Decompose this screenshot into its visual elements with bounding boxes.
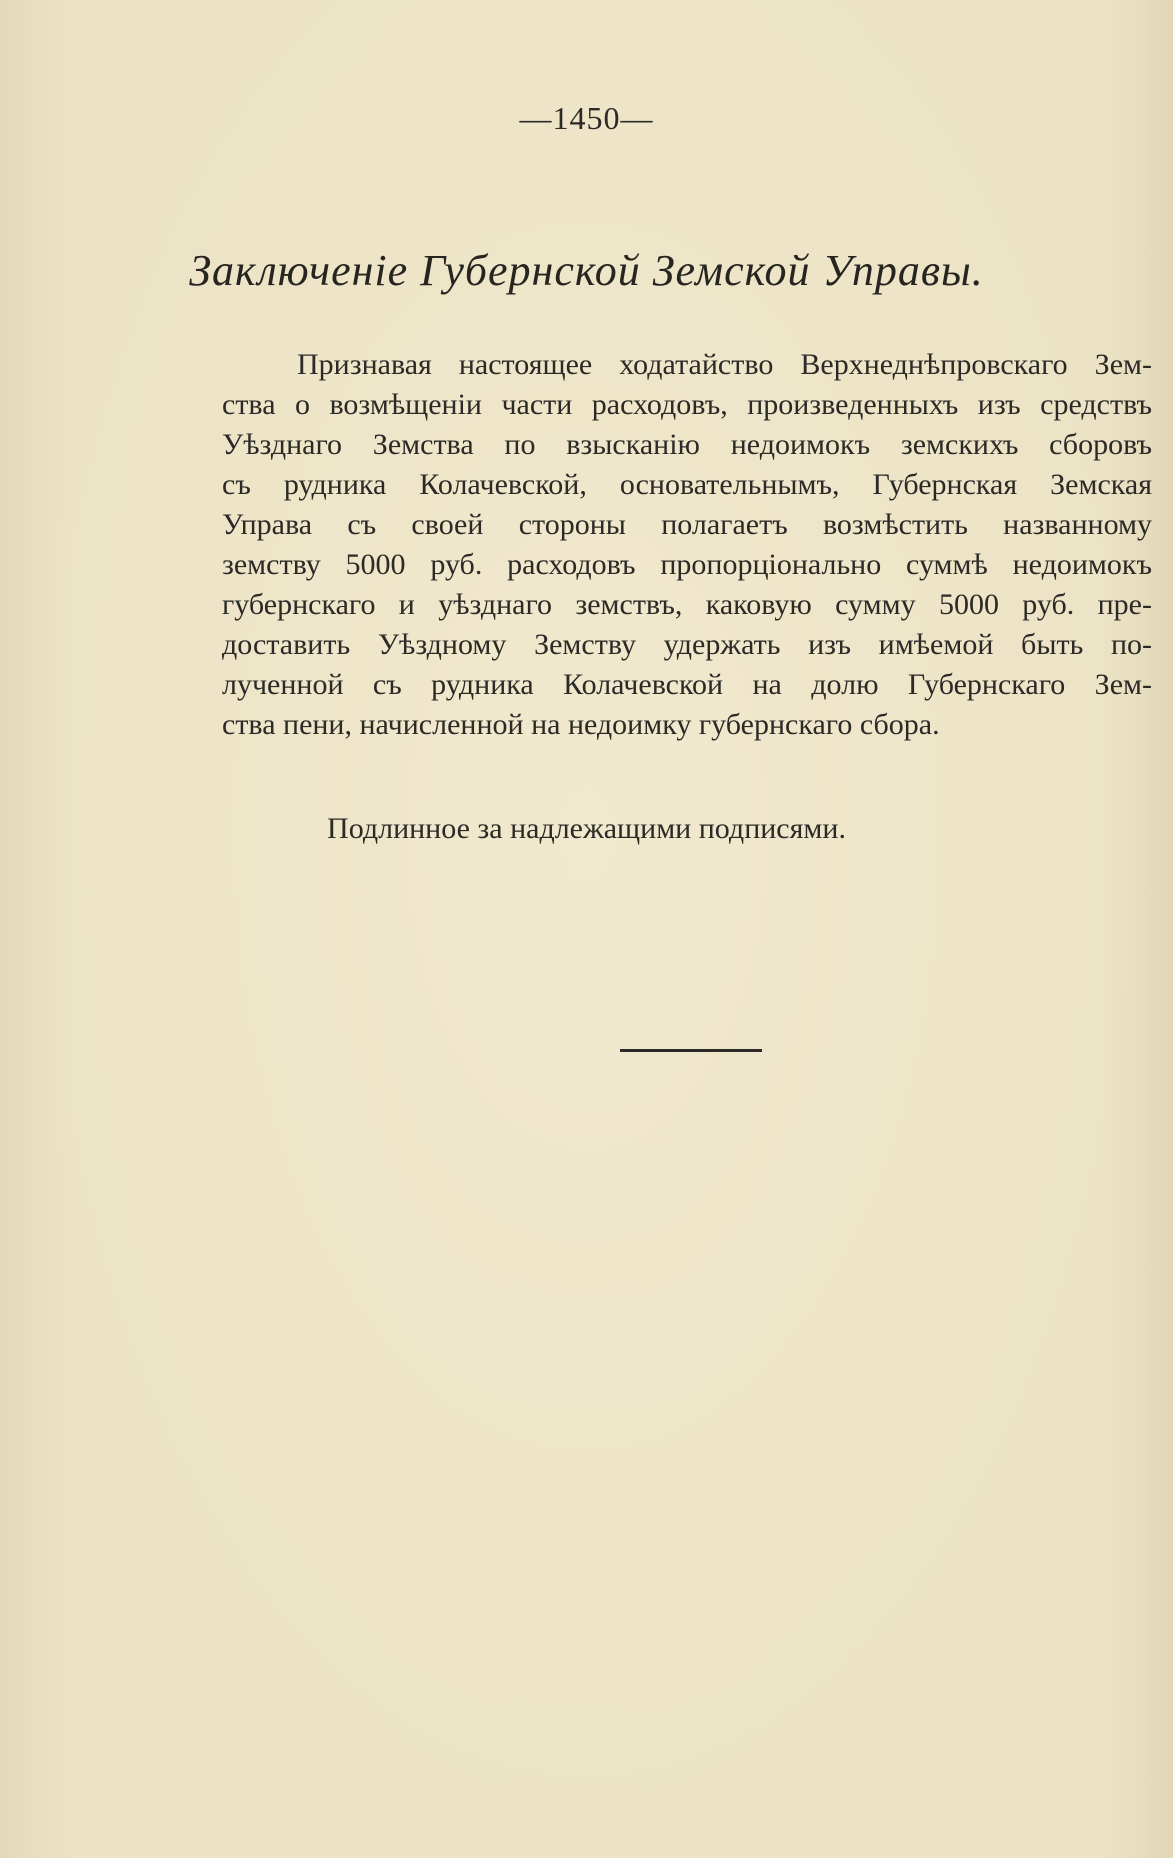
body-paragraph: [222, 345, 1152, 745]
paragraph-line: Уѣзднаго Земства по взысканiю недоимокъ земскихъ сборовъ: [222, 428, 1152, 461]
paragraph-line: Признавая настоящее ходатайство Верхнеднѣпровскаго Зем-: [297, 348, 1152, 381]
paragraph-line: ства пени, начисленной на недоимку губернскаго сбора.: [222, 708, 940, 741]
section-heading: Заключенiе Губернской Земской Управы.: [189, 246, 984, 295]
paragraph-line: ства о возмѣщенiи части расходовъ, произведенныхъ изъ средствъ: [222, 388, 1152, 421]
paragraph-line: губернскаго и уѣзднаго земствъ, каковую сумму 5000 руб. пре-: [222, 588, 1152, 621]
closing-rule: [620, 1049, 762, 1052]
paragraph-line: доставить Уѣздному Земству удержать изъ имѣемой быть по-: [222, 628, 1152, 661]
signature-note: Подлинное за надлежащими подписями.: [327, 812, 846, 845]
paragraph-line: съ рудника Колачевской, основательнымъ, Губернская Земская: [222, 468, 1152, 501]
page-number: —1450—: [519, 100, 654, 136]
paragraph-line: лученной съ рудника Колачевской на долю Губернскаго Зем-: [222, 668, 1152, 701]
paragraph-line: земству 5000 руб. расходовъ пропорцiонально суммѣ недоимокъ: [222, 548, 1152, 581]
paragraph-line: Управа съ своей стороны полагаетъ возмѣстить названному: [222, 508, 1152, 541]
